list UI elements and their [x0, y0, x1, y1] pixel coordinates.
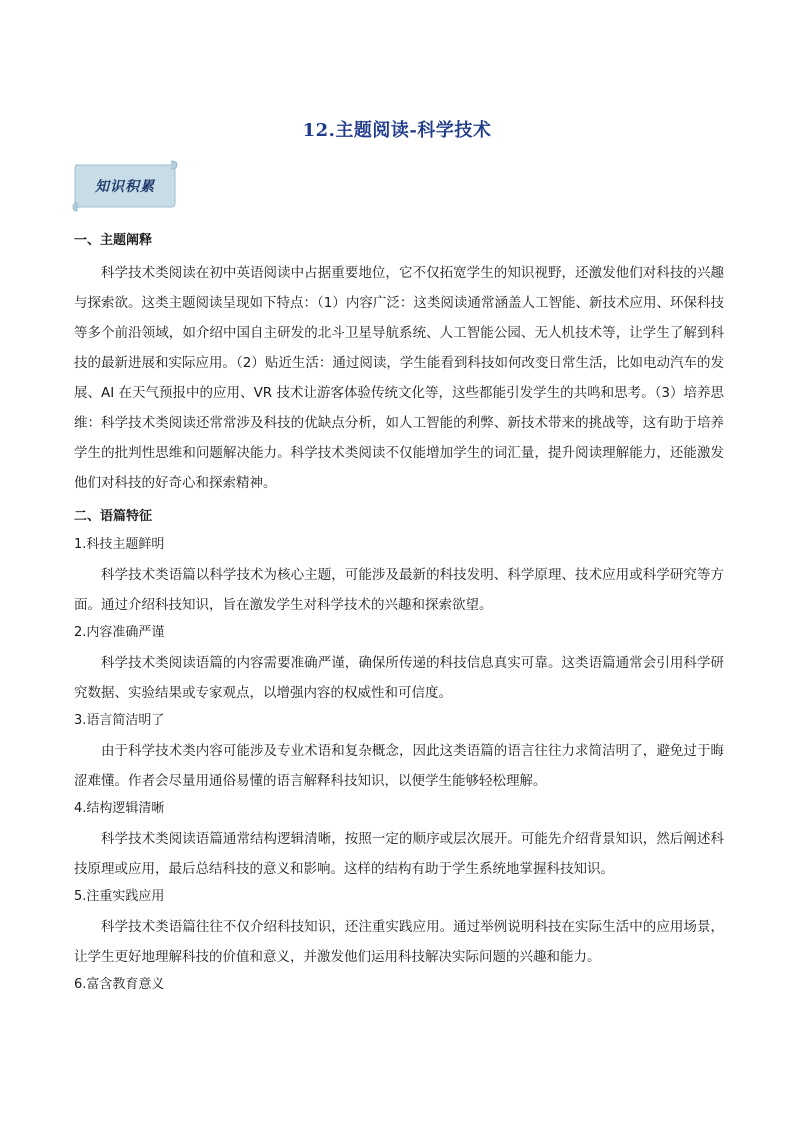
item-paragraph: 科学技术类语篇以科学技术为核心主题，可能涉及最新的科技发明、科学原理、技术应用或科学研究等方面。通过介绍科技知识，旨在激发学生对科学技术的兴趣和探索欲望。	[74, 567, 724, 613]
item-title: 2.内容准确严谨	[74, 625, 165, 640]
item-title: 1.科技主题鲜明	[74, 537, 165, 552]
item-paragraph: 科学技术类语篇往往不仅介绍科技知识，还注重实践应用。通过举例说明科技在实际生活中的应用场景，让学生更好地理解科技的价值和意义，并激发他们运用科技解决实际问题的兴趣和能力。	[74, 919, 724, 965]
section2-heading: 二、语篇特征	[74, 509, 153, 524]
item-title: 4.结构逻辑清晰	[74, 801, 165, 816]
item-title: 6.富含教育意义	[74, 977, 165, 992]
item-paragraph: 科学技术类阅读语篇的内容需要准确严谨，确保所传递的科技信息真实可靠。这类语篇通常会引用科学研究数据、实验结果或专家观点，以增强内容的权威性和可信度。	[74, 655, 724, 701]
document-body	[74, 230, 724, 1000]
item-title: 5.注重实践应用	[74, 889, 165, 904]
item-paragraph: 由于科学技术类内容可能涉及专业术语和复杂概念，因此这类语篇的语言往往力求简洁明了，避免过于晦涩难懂。作者会尽量用通俗易懂的语言解释科技知识，以便学生能够轻松理解。	[74, 743, 724, 789]
banner-label: 知识积累	[95, 179, 155, 195]
item-paragraph: 科学技术类阅读语篇通常结构逻辑清晰，按照一定的顺序或层次展开。可能先介绍背景知识，然后阐述科技原理或应用，最后总结科技的意义和影响。这样的结构有助于学生系统地掌握科技知识。	[74, 831, 724, 877]
section1-paragraph: 科学技术类阅读在初中英语阅读中占据重要地位，它不仅拓宽学生的知识视野，还激发他们对科技的兴趣与探索欲。这类主题阅读呈现如下特点：（1）内容广泛：这类阅读通常涵盖人工智能、新技术应用、环保科技等多个前沿领域，如介绍中国自主研发的北斗卫星导航系统、人工智能公园、无人机技术等，让学生了解到科技的最新进展和实际应用。（2）贴近生活：通过阅读，学生能看到科技如何改变日常生活，比如电动汽车的发展、AI 在天气预报中的应用、VR 技术让游客体验传统文化等，这些都能引发学生的共鸣和思考。（3）培养思维：科学技术类阅读还常常涉及科技的优缺点分析，如人工智能的利弊、新技术带来的挑战等，这有助于培养学生的批判性思维和问题解决能力。科学技术类阅读不仅能增加学生的词汇量，提升阅读理解能力，还能激发他们对科技的好奇心和探索精神。	[74, 265, 724, 491]
knowledge-banner	[71, 159, 179, 213]
page-title: 12.主题阅读-科学技术	[302, 120, 492, 141]
item-title: 3.语言简洁明了	[74, 713, 165, 728]
section1-heading: 一、主题阐释	[74, 233, 153, 248]
